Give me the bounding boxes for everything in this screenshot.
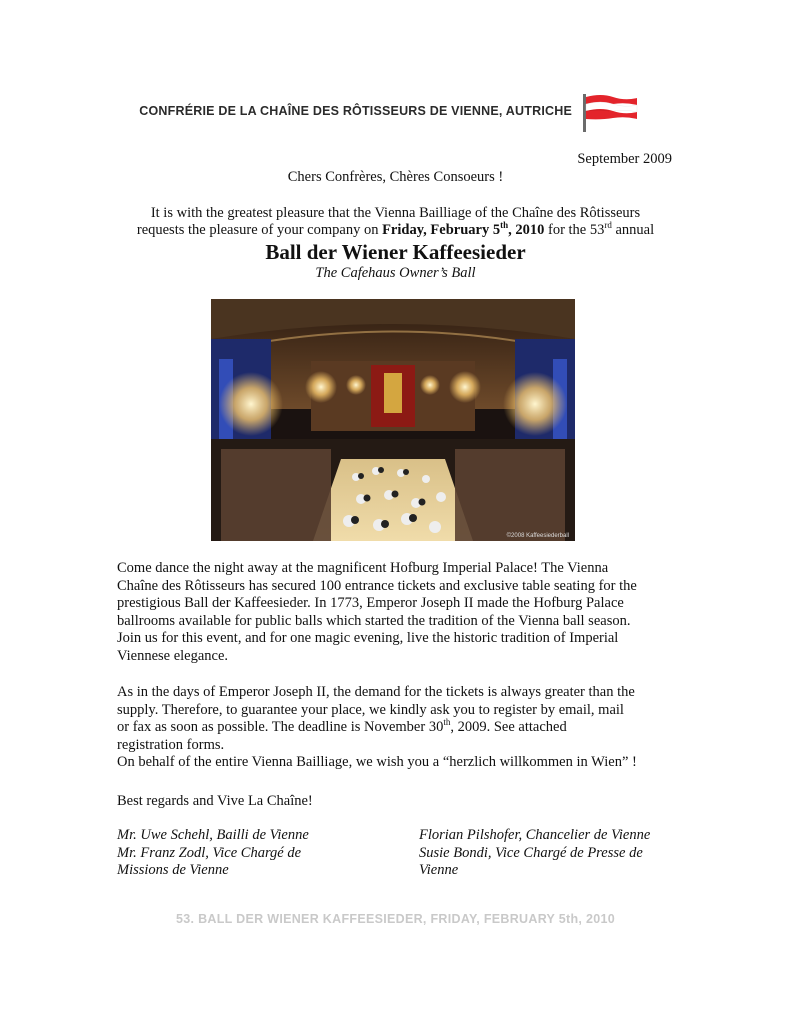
- letterhead-title: CONFRÉRIE DE LA CHAÎNE DES RÔTISSEURS DE VIENNE, AUTRICHE: [139, 104, 572, 118]
- signatures-left: [117, 827, 309, 880]
- paragraph-1: [117, 560, 687, 665]
- signature-line: Mr. Uwe Schehl, Bailli de Vienne: [117, 827, 309, 843]
- austrian-flag-icon: [581, 92, 639, 132]
- paragraph-line: or fax as soon as possible. The deadline is November 30th, 2009. See attached: [117, 717, 567, 735]
- paragraph-line: prestigious Ball der Kaffeesieder. In 1773, Emperor Joseph II made the Hofburg Palace: [117, 595, 624, 611]
- signature-line: Mr. Franz Zodl, Vice Chargé de: [117, 844, 302, 861]
- invitation-intro: [80, 205, 711, 239]
- intro-line-2: requests the pleasure of your company on Friday, February 5th, 2010 for the 53rd annual: [136, 220, 655, 238]
- paragraph-line: supply. Therefore, to guarantee your place, we kindly ask you to register by email, mail: [117, 701, 624, 718]
- paragraph-line: Join us for this event, and for one magic evening, live the historic tradition of Imperial: [117, 630, 619, 646]
- event-subtitle: The Cafehaus Owner’s Ball: [315, 265, 476, 281]
- ballroom-photo: [211, 299, 575, 541]
- photo-credit: ©2008 Kaffeesiederball: [506, 533, 569, 539]
- letter-date: September 2009: [577, 151, 672, 167]
- paragraph-line: On behalf of the entire Vienna Bailliage, we wish you a “herzlich willkommen in Wien” !: [117, 754, 637, 770]
- signature-line: Missions de Vienne: [117, 862, 229, 878]
- paragraph-line: As in the days of Emperor Joseph II, the demand for the tickets is always greater than the: [117, 684, 635, 700]
- paragraph-line: Come dance the night away at the magnificent Hofburg Imperial Palace! The Vienna: [117, 560, 609, 576]
- intro-line-1: It is with the greatest pleasure that the Vienna Bailliage of the Chaîne des Rôtisseurs: [150, 205, 641, 221]
- paragraph-line: ballrooms available for public balls which started the tradition of the Vienna ball season.: [117, 612, 631, 629]
- signature-line: Susie Bondi, Vice Chargé de Presse de: [419, 844, 643, 861]
- paragraph-2: [117, 684, 687, 772]
- closing: Best regards and Vive La Chaîne!: [117, 793, 313, 809]
- paragraph-line: Chaîne des Rôtisseurs has secured 100 entrance tickets and exclusive table seating for the: [117, 577, 637, 594]
- signature-line: Florian Pilshofer, Chancelier de Vienne: [419, 827, 651, 843]
- greeting: Chers Confrères, Chères Consoeurs !: [287, 169, 504, 185]
- signature-line: Vienne: [419, 862, 459, 878]
- event-title: Ball der Wiener Kaffeesieder: [265, 240, 526, 264]
- paragraph-line: registration forms.: [117, 736, 225, 753]
- paragraph-line: Viennese elegance.: [117, 647, 229, 664]
- signatures-right: [419, 827, 650, 880]
- footer-text: 53. BALL DER WIENER KAFFEESIEDER, FRIDAY, FEBRUARY 5th, 2010: [176, 912, 615, 926]
